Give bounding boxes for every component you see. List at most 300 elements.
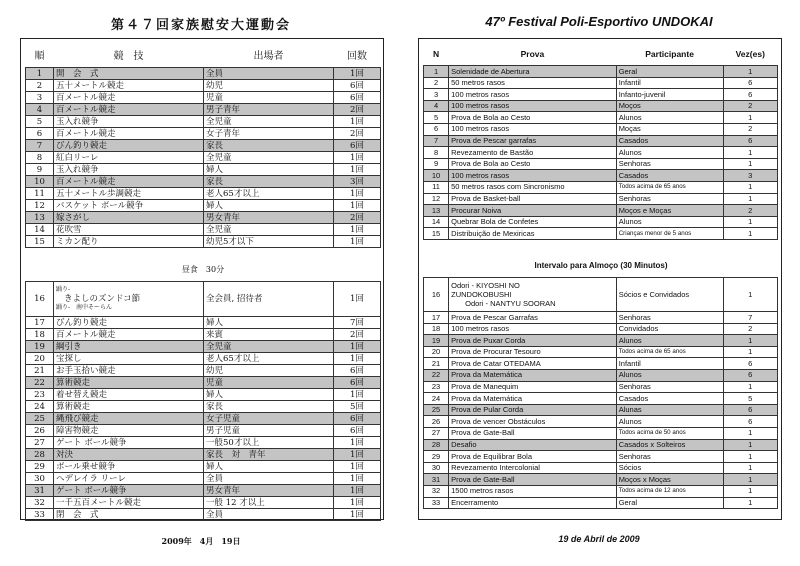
event-line: 踊り- 南中そーらん: [56, 304, 113, 311]
row-count: 1: [723, 147, 777, 159]
table-row: [424, 205, 778, 217]
table-row: [424, 77, 778, 89]
row-participant: 児童: [204, 377, 334, 389]
row-count: 2: [723, 323, 777, 335]
row-event: 算術競走: [54, 401, 204, 413]
row-event: [449, 278, 617, 312]
table-row: [26, 224, 381, 236]
row-count: 2: [723, 205, 777, 217]
table-row: [26, 282, 381, 317]
table-row: [424, 170, 778, 182]
row-number: 3: [424, 89, 449, 101]
row-count: 1回: [334, 389, 381, 401]
table-row: [424, 181, 778, 193]
row-participant: Casados: [616, 393, 723, 405]
table-row: [26, 377, 381, 389]
row-event: 紅白リーレ: [54, 152, 204, 164]
row-participant: Geral: [616, 66, 723, 78]
row-participant: 全員: [204, 473, 334, 485]
row-count: 2回: [334, 212, 381, 224]
table-row: [26, 401, 381, 413]
jp-header-event: 競 技: [113, 51, 144, 62]
table-row: [26, 80, 381, 92]
row-participant: 婦人: [204, 200, 334, 212]
row-count: 6: [723, 369, 777, 381]
row-event: バスケット ボール競争: [54, 200, 204, 212]
row-count: 1回: [334, 164, 381, 176]
row-number: 31: [26, 485, 54, 497]
row-number: 21: [26, 365, 54, 377]
row-event: Revezamento Intercolonial: [449, 462, 617, 474]
table-row: [26, 116, 381, 128]
row-participant: Infantil: [616, 358, 723, 370]
row-event: 障害物競走: [54, 425, 204, 437]
row-number: 29: [424, 451, 449, 463]
row-event: [54, 282, 204, 317]
row-event: Desafio: [449, 439, 617, 451]
table-row: [424, 439, 778, 451]
table-row: [26, 509, 381, 521]
row-count: 7: [723, 312, 777, 324]
row-number: 24: [424, 393, 449, 405]
row-number: 25: [26, 413, 54, 425]
row-participant: 児童: [204, 92, 334, 104]
row-number: 21: [424, 358, 449, 370]
table-row: [26, 212, 381, 224]
pt-date: 19 de Abril de 2009: [558, 534, 640, 544]
row-event: Prova de Bola ao Cesto: [449, 158, 617, 170]
event-line: Odori - KIYOSHI NO: [451, 281, 520, 290]
row-count: 1回: [334, 68, 381, 80]
row-event: 宝探し: [54, 353, 204, 365]
row-number: 30: [26, 473, 54, 485]
row-number: 18: [26, 329, 54, 341]
row-count: 2: [723, 100, 777, 112]
row-count: 1: [723, 346, 777, 358]
row-count: 2回: [334, 128, 381, 140]
table-row: [424, 147, 778, 159]
row-number: 6: [26, 128, 54, 140]
row-participant: Casados: [616, 170, 723, 182]
row-participant: Casados: [616, 135, 723, 147]
event-line: 踊り-: [56, 286, 71, 293]
row-number: 1: [424, 66, 449, 78]
row-event: Prova de Catar OTEDAMA: [449, 358, 617, 370]
table-row: [26, 128, 381, 140]
row-count: 6回: [334, 80, 381, 92]
pt-program-box: [418, 38, 782, 520]
row-event: Prova da Matemática: [449, 393, 617, 405]
row-participant: 一般 12 才以上: [204, 497, 334, 509]
table-row: [424, 323, 778, 335]
row-number: 14: [424, 216, 449, 228]
row-event: 100 metros rasos: [449, 170, 617, 182]
row-event: Prova de Puxar Corda: [449, 335, 617, 347]
row-event: ゲート ボール競争: [54, 485, 204, 497]
row-count: 1: [723, 278, 777, 312]
row-participant: Alunos: [616, 112, 723, 124]
table-row: [424, 404, 778, 416]
table-row: [424, 358, 778, 370]
row-participant: Sócios: [616, 462, 723, 474]
row-count: 6: [723, 358, 777, 370]
table-row: [424, 66, 778, 78]
table-row: [424, 112, 778, 124]
row-count: 1回: [334, 341, 381, 353]
row-event: 花吹雪: [54, 224, 204, 236]
row-number: 11: [26, 188, 54, 200]
row-number: 15: [26, 236, 54, 248]
portuguese-page: [404, 0, 794, 566]
row-participant: Senhoras: [616, 158, 723, 170]
row-count: 1回: [334, 353, 381, 365]
row-number: 2: [424, 77, 449, 89]
row-participant: Todos acima de 50 anos: [616, 427, 723, 439]
row-count: 1回: [334, 509, 381, 521]
row-count: 1: [723, 216, 777, 228]
table-row: [26, 317, 381, 329]
row-event: 百メートル競走: [54, 92, 204, 104]
row-participant: Todos acima de 65 anos: [616, 181, 723, 193]
row-count: 1回: [334, 485, 381, 497]
row-number: 19: [424, 335, 449, 347]
row-event: Procurar Noiva: [449, 205, 617, 217]
row-number: 16: [424, 278, 449, 312]
table-row: [26, 449, 381, 461]
row-number: 4: [26, 104, 54, 116]
table-row: [424, 123, 778, 135]
table-row: [424, 312, 778, 324]
row-event: 着せ替え競走: [54, 389, 204, 401]
row-participant: Moços: [616, 100, 723, 112]
row-participant: 幼児: [204, 365, 334, 377]
table-row: [26, 413, 381, 425]
jp-date: 2009年 4月 19日: [161, 536, 241, 546]
table-row: [424, 462, 778, 474]
jp-program-box: [20, 38, 384, 520]
jp-header-no: 順: [34, 51, 45, 62]
row-event: 1500 metros rasos: [449, 485, 617, 497]
row-participant: 老人65才以上: [204, 353, 334, 365]
row-number: 26: [424, 416, 449, 428]
pt-header-participant: Participante: [645, 49, 694, 60]
row-event: 百メートル競走: [54, 176, 204, 188]
row-count: 1: [723, 66, 777, 78]
row-count: 1: [723, 427, 777, 439]
row-number: 32: [424, 485, 449, 497]
table-row: [424, 485, 778, 497]
row-count: 1: [723, 474, 777, 486]
row-number: 28: [424, 439, 449, 451]
row-participant: 全児童: [204, 116, 334, 128]
row-count: 6: [723, 77, 777, 89]
table-row: [424, 228, 778, 240]
row-participant: Alunos: [616, 147, 723, 159]
table-row: [424, 393, 778, 405]
row-event: 一千五百メートル競走: [54, 497, 204, 509]
row-number: 19: [26, 341, 54, 353]
row-count: 6: [723, 404, 777, 416]
row-participant: 全児童: [204, 152, 334, 164]
row-number: 20: [424, 346, 449, 358]
row-event: 綱引き: [54, 341, 204, 353]
table-row: [26, 68, 381, 80]
row-number: 7: [424, 135, 449, 147]
jp-table-morning: [25, 47, 381, 248]
row-count: 6回: [334, 425, 381, 437]
row-participant: 家長: [204, 176, 334, 188]
row-participant: Todos acima de 12 anos: [616, 485, 723, 497]
row-number: 15: [424, 228, 449, 240]
pt-table-morning: [423, 45, 778, 240]
row-participant: 家長: [204, 401, 334, 413]
table-row: [424, 216, 778, 228]
jp-header-participant: 出場者: [253, 51, 284, 62]
row-count: 1回: [334, 473, 381, 485]
row-count: 1回: [334, 449, 381, 461]
table-row: [26, 461, 381, 473]
row-event: 玉入れ競争: [54, 116, 204, 128]
row-event: 百メートル競走: [54, 329, 204, 341]
row-participant: 全児童: [204, 224, 334, 236]
row-number: 28: [26, 449, 54, 461]
table-row: [26, 200, 381, 212]
row-count: 3回: [334, 176, 381, 188]
row-event: 算術競走: [54, 377, 204, 389]
row-count: 1回: [334, 282, 381, 317]
row-count: 1: [723, 462, 777, 474]
event-line: ZUNDOKOBUSHI: [451, 290, 512, 299]
pt-title: 47º Festival Poli-Esportivo UNDOKAI: [485, 14, 713, 29]
row-participant: 全員: [204, 509, 334, 521]
table-row: [26, 236, 381, 248]
row-number: 20: [26, 353, 54, 365]
table-row: [424, 497, 778, 509]
jp-title: 第４７回家族慰安大運動会: [110, 18, 291, 33]
row-number: 4: [424, 100, 449, 112]
row-count: 2回: [334, 329, 381, 341]
row-participant: 一般50才以上: [204, 437, 334, 449]
table-row: [26, 353, 381, 365]
row-participant: 婦人: [204, 317, 334, 329]
row-number: 25: [424, 404, 449, 416]
row-number: 2: [26, 80, 54, 92]
row-count: 1: [723, 181, 777, 193]
row-count: 1回: [334, 116, 381, 128]
row-event: ゲート ボール競争: [54, 437, 204, 449]
row-participant: 老人65才以上: [204, 188, 334, 200]
row-event: Prova de Pular Corda: [449, 404, 617, 416]
row-number: 24: [26, 401, 54, 413]
row-count: 6: [723, 89, 777, 101]
row-event: 玉入れ競争: [54, 164, 204, 176]
row-number: 13: [26, 212, 54, 224]
row-count: 1: [723, 381, 777, 393]
row-count: 1回: [334, 188, 381, 200]
row-count: 6回: [334, 140, 381, 152]
row-number: 23: [424, 381, 449, 393]
row-count: 1: [723, 228, 777, 240]
row-event: Prova de Bola ao Cesto: [449, 112, 617, 124]
row-event: Quebrar Bola de Confetes: [449, 216, 617, 228]
row-event: 100 metros rasos: [449, 123, 617, 135]
row-participant: 男女青年: [204, 485, 334, 497]
row-event: Prova de Equilibrar Bola: [449, 451, 617, 463]
table-row: [26, 365, 381, 377]
row-participant: Moços x Moças: [616, 474, 723, 486]
event-line: きよしのズンドコ節: [64, 294, 141, 304]
table-row: [424, 427, 778, 439]
row-number: 16: [26, 282, 54, 317]
row-event: Prova da Matemática: [449, 369, 617, 381]
row-event: 縄飛び競走: [54, 413, 204, 425]
pt-header-count: Vez(es): [735, 49, 765, 60]
row-participant: 婦人: [204, 461, 334, 473]
row-count: 6回: [334, 377, 381, 389]
row-count: 5: [723, 393, 777, 405]
row-count: 1: [723, 112, 777, 124]
row-event: Revezamento de Bastão: [449, 147, 617, 159]
jp-table-afternoon: [25, 281, 381, 521]
row-event: ヘデレイラ リーレ: [54, 473, 204, 485]
row-event: Prova de vencer Obstáculos: [449, 416, 617, 428]
row-event: 五十メートル競走: [54, 80, 204, 92]
row-count: 2: [723, 123, 777, 135]
table-row: [26, 425, 381, 437]
pt-lunch-break: Intervalo para Almoço (30 Minutos): [534, 261, 668, 270]
row-event: お手玉拾い競走: [54, 365, 204, 377]
row-participant: Alunas: [616, 404, 723, 416]
row-number: 17: [424, 312, 449, 324]
table-row: [424, 381, 778, 393]
row-participant: 男女青年: [204, 212, 334, 224]
row-participant: Alunos: [616, 216, 723, 228]
row-number: 14: [26, 224, 54, 236]
row-count: 2回: [334, 104, 381, 116]
row-event: 50 metros rasos com Sincronismo: [449, 181, 617, 193]
row-count: 1: [723, 439, 777, 451]
row-number: 13: [424, 205, 449, 217]
row-event: 50 metros rasos: [449, 77, 617, 89]
row-participant: 男子青年: [204, 104, 334, 116]
row-event: 100 metros rasos: [449, 323, 617, 335]
row-participant: Sócios e Convidados: [616, 278, 723, 312]
row-number: 7: [26, 140, 54, 152]
row-event: 嫁さがし: [54, 212, 204, 224]
row-number: 12: [26, 200, 54, 212]
table-row: [424, 335, 778, 347]
row-event: Prova de Pescar Garrafas: [449, 312, 617, 324]
row-event: ボール乗せ競争: [54, 461, 204, 473]
table-row: [26, 164, 381, 176]
jp-header-count: 回数: [347, 51, 367, 62]
row-number: 10: [424, 170, 449, 182]
row-event: 百メートル競走: [54, 104, 204, 116]
row-number: 33: [424, 497, 449, 509]
table-row: [26, 140, 381, 152]
row-number: 27: [424, 427, 449, 439]
row-participant: 家長 対 青年: [204, 449, 334, 461]
table-row: [424, 100, 778, 112]
row-number: 5: [26, 116, 54, 128]
row-number: 9: [26, 164, 54, 176]
row-count: 6: [723, 416, 777, 428]
row-count: 6回: [334, 92, 381, 104]
row-number: 33: [26, 509, 54, 521]
row-count: 1: [723, 158, 777, 170]
row-participant: Alunos: [616, 416, 723, 428]
row-event: Prova de Basket-ball: [449, 193, 617, 205]
row-participant: 全児童: [204, 341, 334, 353]
row-event: Prova de Gate-Ball: [449, 427, 617, 439]
row-number: 23: [26, 389, 54, 401]
row-participant: 婦人: [204, 389, 334, 401]
row-participant: 男子児童: [204, 425, 334, 437]
table-row: [26, 485, 381, 497]
row-participant: 幼児5才以下: [204, 236, 334, 248]
pt-header-no: N: [432, 49, 440, 60]
row-event: 100 metros rasos: [449, 89, 617, 101]
row-number: 22: [424, 369, 449, 381]
row-event: 100 metros rasos: [449, 100, 617, 112]
row-count: 1回: [334, 152, 381, 164]
row-event: Distribuição de Mexiricas: [449, 228, 617, 240]
row-participant: Alunos: [616, 335, 723, 347]
row-number: 17: [26, 317, 54, 329]
row-number: 29: [26, 461, 54, 473]
table-row: [424, 416, 778, 428]
row-count: 3: [723, 170, 777, 182]
table-row: [424, 193, 778, 205]
row-number: 3: [26, 92, 54, 104]
table-row: [424, 135, 778, 147]
japanese-page: [6, 0, 396, 566]
row-number: 27: [26, 437, 54, 449]
table-row: [424, 89, 778, 101]
row-participant: Geral: [616, 497, 723, 509]
row-participant: Moços e Moças: [616, 205, 723, 217]
row-count: 6: [723, 135, 777, 147]
row-event: Prova de Manequim: [449, 381, 617, 393]
row-number: 9: [424, 158, 449, 170]
table-row: [26, 437, 381, 449]
row-participant: 婦人: [204, 164, 334, 176]
event-line: Odori - NANTYU SOORAN: [465, 299, 556, 308]
row-participant: 全会員, 招待者: [204, 282, 334, 317]
table-row: [26, 497, 381, 509]
row-count: 6回: [334, 413, 381, 425]
row-number: 30: [424, 462, 449, 474]
row-count: 1回: [334, 497, 381, 509]
pt-table-afternoon: [423, 277, 778, 509]
row-count: 1回: [334, 461, 381, 473]
table-row: [26, 152, 381, 164]
row-event: Prova de Gate-Ball: [449, 474, 617, 486]
table-row: [26, 473, 381, 485]
table-row: [26, 329, 381, 341]
row-number: 31: [424, 474, 449, 486]
row-event: 開 会 式: [54, 68, 204, 80]
table-row: [26, 389, 381, 401]
row-participant: 全員: [204, 68, 334, 80]
row-event: ミカン配り: [54, 236, 204, 248]
row-event: びん釣り競走: [54, 317, 204, 329]
row-count: 1: [723, 451, 777, 463]
row-count: 1: [723, 193, 777, 205]
table-row: [424, 278, 778, 312]
row-number: 10: [26, 176, 54, 188]
row-count: 1回: [334, 224, 381, 236]
